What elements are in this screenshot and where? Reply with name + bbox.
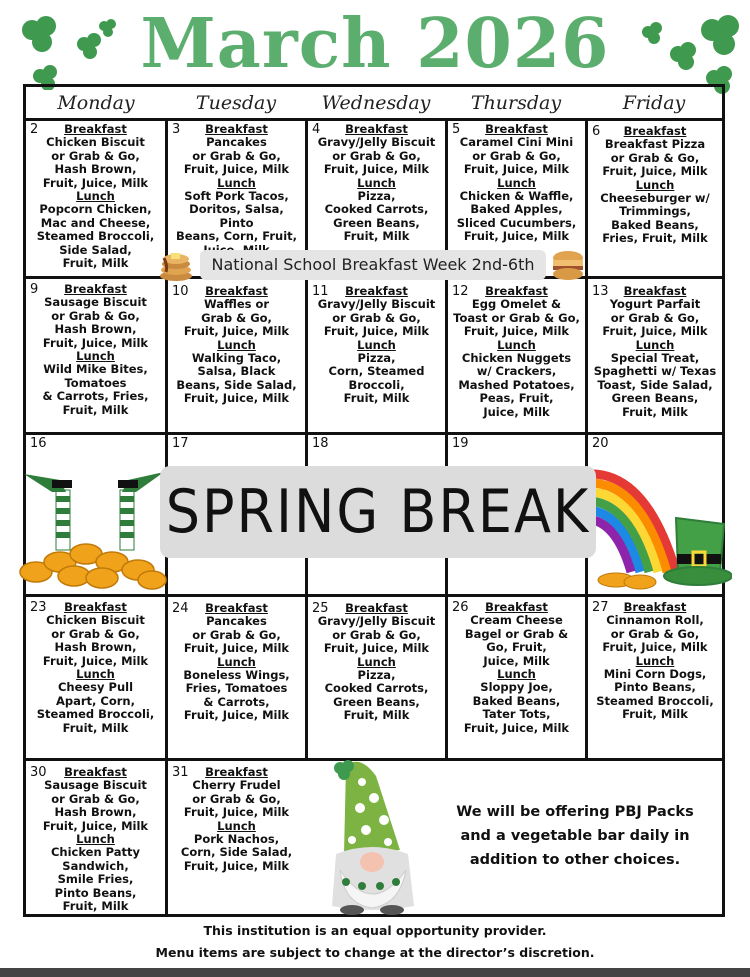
day-number: 10 (172, 284, 189, 299)
lunch-label: Lunch (497, 667, 536, 682)
breakfast-menu: Caramel Cini Mini or Grab & Go, Fruit, Juice, Milk (459, 135, 574, 177)
breakfast-menu: Pancakes or Grab & Go, Fruit, Juice, Milk (183, 614, 290, 656)
breakfast-label: Breakfast (623, 600, 687, 614)
breakfast-label: Breakfast (64, 765, 127, 779)
breakfast-menu: Cherry Frudel or Grab & Go, Fruit, Juice, Milk (183, 778, 290, 820)
lunch-label: Lunch (357, 175, 396, 190)
lunch-menu: Pizza, Cooked Carrots, Green Beans, Fruit, Milk (324, 189, 429, 244)
day-cell (26, 281, 165, 432)
day-number: 2 (30, 122, 39, 137)
day-number: 30 (30, 765, 47, 780)
lunch-menu: Cheesy Pull Apart, Corn, Steamed Broccoli, Fruit, Milk (36, 680, 155, 735)
breakfast-label: Breakfast (485, 600, 548, 614)
leprechaun-legs-icon (16, 462, 172, 592)
day-number: 26 (452, 600, 469, 615)
day-cell (168, 764, 305, 916)
day-cell (26, 599, 165, 758)
lunch-menu: Chicken Patty Sandwich, Smile Fries, Pinto Beans, Fruit, Milk (50, 845, 141, 914)
breakfast-label: Breakfast (345, 284, 408, 298)
day-number: 25 (312, 601, 329, 616)
day-number: 18 (312, 436, 329, 451)
weekday-thursday: Thursday (470, 92, 562, 114)
breakfast-menu: Sausage Biscuit or Grab & Go, Hash Brown, Fruit, Juice, Milk (42, 295, 149, 350)
lunch-label: Lunch (76, 667, 115, 682)
breakfast-label: Breakfast (345, 601, 408, 615)
page-title: March 2026 (140, 4, 610, 84)
day-number: 4 (312, 122, 321, 137)
day-cell (588, 283, 722, 432)
breakfast-menu: Gravy/Jelly Biscuit or Grab & Go, Fruit, Juice, Milk (317, 297, 436, 339)
biscuit-icon (550, 248, 586, 282)
day-number: 16 (30, 436, 47, 451)
day-cell (308, 600, 445, 758)
weekday-tuesday: Tuesday (195, 92, 277, 114)
day-cell (26, 121, 165, 276)
lunch-label: Lunch (635, 653, 675, 668)
day-cell (448, 283, 585, 432)
lunch-menu: Chicken & Waffle, Baked Apples, Sliced Cucumbers, Fruit, Juice, Milk (456, 189, 577, 244)
lunch-label: Lunch (76, 189, 115, 204)
day-cell (168, 283, 305, 432)
breakfast-menu: Gravy/Jelly Biscuit or Grab & Go, Fruit, Juice, Milk (317, 614, 436, 656)
day-number: 20 (592, 436, 609, 451)
day-number: 13 (592, 284, 609, 299)
lunch-label: Lunch (497, 175, 536, 190)
pancake-icon (158, 248, 194, 282)
breakfast-label: Breakfast (485, 284, 548, 298)
breakfast-menu: Egg Omelet & Toast or Grab & Go, Fruit, Juice, Milk (453, 297, 580, 339)
lunch-menu: Chicken Nuggets w/ Crackers, Mashed Potatoes, Peas, Fruit, Juice, Milk (458, 351, 575, 419)
day-cell (308, 283, 445, 432)
breakfast-label: Breakfast (485, 122, 548, 136)
day-cell (168, 600, 305, 758)
breakfast-menu: Cream Cheese Bagel or Grab & Go, Fruit, Juice, Milk (464, 613, 569, 668)
breakfast-menu: Waffles or Grab & Go, Fruit, Juice, Milk (183, 297, 290, 339)
footer-line-1: This institution is an equal opportunity provider. (203, 923, 547, 938)
lunch-label: Lunch (357, 654, 396, 669)
day-number: 5 (452, 122, 461, 137)
breakfast-menu: Pancakes or Grab & Go, Fruit, Juice, Milk (183, 135, 290, 177)
day-number: 6 (592, 124, 601, 139)
breakfast-menu: Sausage Biscuit or Grab & Go, Hash Brown, Fruit, Juice, Milk (42, 778, 149, 833)
breakfast-menu: Gravy/Jelly Biscuit or Grab & Go, Fruit, Juice, Milk (317, 135, 436, 177)
bottom-bar (0, 968, 750, 977)
lunch-menu: Mini Corn Dogs, Pinto Beans, Steamed Broccoli, Fruit, Milk (596, 667, 714, 722)
day-cell (168, 121, 305, 246)
breakfast-label: Breakfast (64, 282, 127, 296)
lunch-menu: Sloppy Joe, Baked Beans, Tater Tots, Fruit, Juice, Milk (463, 680, 570, 735)
day-number: 11 (312, 284, 329, 299)
lunch-menu: Pork Nachos, Corn, Side Salad, Fruit, Juice, Milk (180, 832, 293, 873)
lunch-menu: Popcorn Chicken, Mac and Cheese, Steamed Broccoli, Side Salad, Fruit, Milk (36, 202, 155, 271)
weekday-friday: Friday (622, 92, 686, 114)
breakfast-week-banner: National School Breakfast Week 2nd-6th (200, 250, 546, 280)
day-cell (448, 599, 585, 758)
lunch-label: Lunch (217, 337, 256, 352)
lunch-label: Lunch (217, 654, 256, 669)
breakfast-label: Breakfast (623, 284, 687, 298)
breakfast-label: Breakfast (64, 600, 127, 614)
spring-break-banner: SPRING BREAK (160, 466, 596, 558)
lunch-menu: Pizza, Cooked Carrots, Green Beans, Fruit, Milk (324, 668, 429, 723)
breakfast-menu: Yogurt Parfait or Grab & Go, Fruit, Juice, Milk (602, 297, 708, 339)
day-number: 17 (172, 436, 189, 451)
day-number: 9 (30, 282, 39, 297)
day-cell (588, 599, 722, 758)
breakfast-label: Breakfast (623, 124, 687, 138)
breakfast-label: Breakfast (64, 122, 127, 136)
lunch-menu: Cheeseburger w/ Trimmings, Baked Beans, Fries, Fruit, Milk (600, 191, 710, 246)
breakfast-menu: Chicken Biscuit or Grab & Go, Hash Brown, Fruit, Juice, Milk (42, 613, 149, 668)
pbj-notice: We will be offering PBJ Packs and a vegetable bar daily in addition to other choices. (456, 804, 694, 868)
lunch-label: Lunch (635, 337, 675, 352)
breakfast-menu: Breakfast Pizza or Grab & Go, Fruit, Juice, Milk (602, 137, 708, 179)
breakfast-label: Breakfast (345, 122, 408, 136)
day-cell (588, 123, 722, 276)
day-cell (448, 121, 585, 246)
day-cell (308, 121, 445, 246)
lunch-label: Lunch (635, 177, 675, 192)
weekday-wednesday: Wednesday (321, 92, 431, 114)
breakfast-menu: Cinnamon Roll, or Grab & Go, Fruit, Juice, Milk (602, 613, 708, 655)
day-number: 24 (172, 601, 189, 616)
breakfast-label: Breakfast (205, 122, 268, 136)
lunch-menu: Special Treat, Spaghetti w/ Texas Toast, Side Salad, Green Beans, Fruit, Milk (593, 351, 717, 419)
lunch-label: Lunch (217, 175, 256, 190)
day-number: 19 (452, 436, 469, 451)
lunch-menu: Soft Pork Tacos, Doritos, Salsa, Pinto Beans, Corn, Fruit, (175, 189, 298, 244)
day-number: 23 (30, 600, 47, 615)
footer-line-2: Menu items are subject to change at the director’s discretion. (155, 945, 595, 960)
breakfast-label: Breakfast (205, 601, 268, 615)
day-number: 3 (172, 122, 181, 137)
lunch-menu: Pizza, Corn, Steamed Broccoli, Fruit, Milk (328, 351, 425, 406)
lunch-label: Lunch (217, 818, 256, 833)
leprechaun-hat-icon (662, 514, 732, 590)
breakfast-label: Breakfast (205, 765, 268, 779)
day-number: 12 (452, 284, 469, 299)
day-number: 31 (172, 765, 189, 780)
lunch-menu: Boneless Wings, Fries, Tomatoes & Carrots, Fruit, Juice, Milk (183, 668, 290, 723)
weekday-monday: Monday (57, 92, 135, 114)
lunch-label: Lunch (76, 349, 115, 364)
day-cell (26, 764, 165, 916)
breakfast-menu: Chicken Biscuit or Grab & Go, Hash Brown, Fruit, Juice, Milk (42, 135, 149, 190)
lunch-label: Lunch (76, 832, 115, 847)
lunch-menu: Wild Mike Bites, Tomatoes & Carrots, Fries, Fruit, Milk (42, 362, 149, 417)
lunch-label: Lunch (497, 337, 536, 352)
day-number: 27 (592, 600, 609, 615)
lunch-menu: Walking Taco, Salsa, Black Beans, Side Salad, Fruit, Juice, Milk (176, 351, 297, 406)
breakfast-label: Breakfast (205, 284, 268, 298)
gnome-icon (322, 758, 442, 916)
lunch-label: Lunch (357, 337, 396, 352)
row-divider (23, 594, 725, 597)
